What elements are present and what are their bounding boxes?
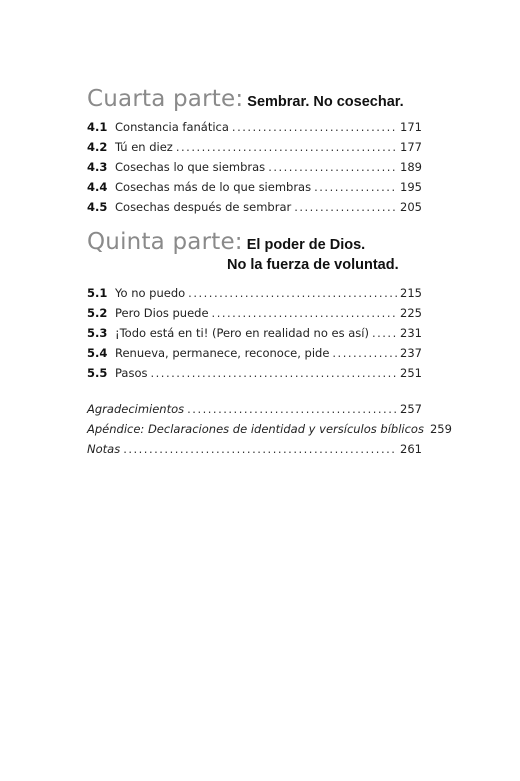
entry-title: Pero Dios puede (115, 306, 209, 320)
toc-entry[interactable] (87, 200, 422, 220)
dot-leader (332, 346, 397, 360)
toc-entry[interactable] (87, 306, 422, 326)
part-four-title: Sembrar. No cosechar. (247, 94, 404, 110)
entry-number: 5.1 (87, 286, 108, 300)
entry-title: Tú en diez (115, 140, 173, 154)
entry-page: 195 (400, 180, 422, 194)
dot-leader (314, 180, 397, 194)
entry-page: 215 (400, 286, 422, 300)
entry-number: 5.4 (87, 346, 108, 360)
entry-number: 4.2 (87, 140, 108, 154)
part-four-label: Cuarta parte: (87, 86, 244, 112)
entry-title: Constancia fanática (115, 120, 229, 134)
dot-leader (188, 286, 397, 300)
dot-leader (187, 402, 397, 416)
entry-title: ¡Todo está en ti! (Pero en realidad no es así) (115, 326, 369, 340)
entry-number: 5.5 (87, 366, 108, 380)
part-five-title-line2: No la fuerza de voluntad. (227, 257, 399, 273)
toc-entry[interactable] (87, 442, 422, 462)
part-four-section (87, 86, 422, 214)
entry-page: 261 (400, 442, 422, 456)
entry-page: 237 (400, 346, 422, 360)
entry-title: Agradecimientos (87, 402, 185, 416)
toc-entry[interactable] (87, 422, 452, 442)
entry-number: 5.3 (87, 326, 108, 340)
dot-leader (212, 306, 398, 320)
entry-page: 225 (400, 306, 422, 320)
entry-number: 4.5 (87, 200, 108, 214)
entry-title: Notas (87, 442, 121, 456)
entry-page: 189 (400, 160, 422, 174)
toc-entry[interactable] (87, 346, 422, 366)
dot-leader (294, 200, 397, 214)
part-four-heading (87, 86, 422, 112)
entry-page: 205 (400, 200, 422, 214)
entry-title: Renueva, permanece, reconoce, pide (115, 346, 330, 360)
toc-entry[interactable] (87, 326, 422, 346)
entry-title: Cosechas más de lo que siembras (115, 180, 312, 194)
entry-title: Cosechas después de sembrar (115, 200, 292, 214)
toc-entry[interactable] (87, 402, 422, 422)
toc-entry[interactable] (87, 160, 422, 180)
entry-page: 177 (400, 140, 422, 154)
part-five-title-line1: El poder de Dios. (246, 237, 366, 253)
dot-leader (268, 160, 397, 174)
entry-page: 251 (400, 366, 422, 380)
dot-leader (232, 120, 397, 134)
dot-leader (372, 326, 397, 340)
part-five-heading (87, 229, 422, 255)
toc-entry[interactable] (87, 180, 422, 200)
entry-number: 4.4 (87, 180, 108, 194)
entry-page: 171 (400, 120, 422, 134)
back-matter-entries (87, 402, 452, 462)
dot-leader (176, 140, 397, 154)
entry-title: Pasos (115, 366, 148, 380)
entry-number: 4.3 (87, 160, 108, 174)
part-five-label: Quinta parte: (87, 229, 243, 255)
dot-leader (150, 366, 397, 380)
entry-title: Cosechas lo que siembras (115, 160, 266, 174)
part-five-section (87, 229, 422, 380)
entry-title: Apéndice: Declaraciones de identidad y versículos bíblicos (87, 422, 424, 436)
toc-entry[interactable] (87, 286, 422, 306)
entry-page: 257 (400, 402, 422, 416)
dot-leader (123, 442, 397, 456)
entry-page: 259 (429, 422, 452, 436)
toc-entry[interactable] (87, 366, 422, 386)
entry-page: 231 (400, 326, 422, 340)
toc-entry[interactable] (87, 140, 422, 160)
entry-number: 4.1 (87, 120, 108, 134)
entry-number: 5.2 (87, 306, 108, 320)
part-four-entries (87, 120, 422, 220)
entry-title: Yo no puedo (115, 286, 186, 300)
toc-entry[interactable] (87, 120, 422, 140)
part-five-entries (87, 286, 422, 386)
